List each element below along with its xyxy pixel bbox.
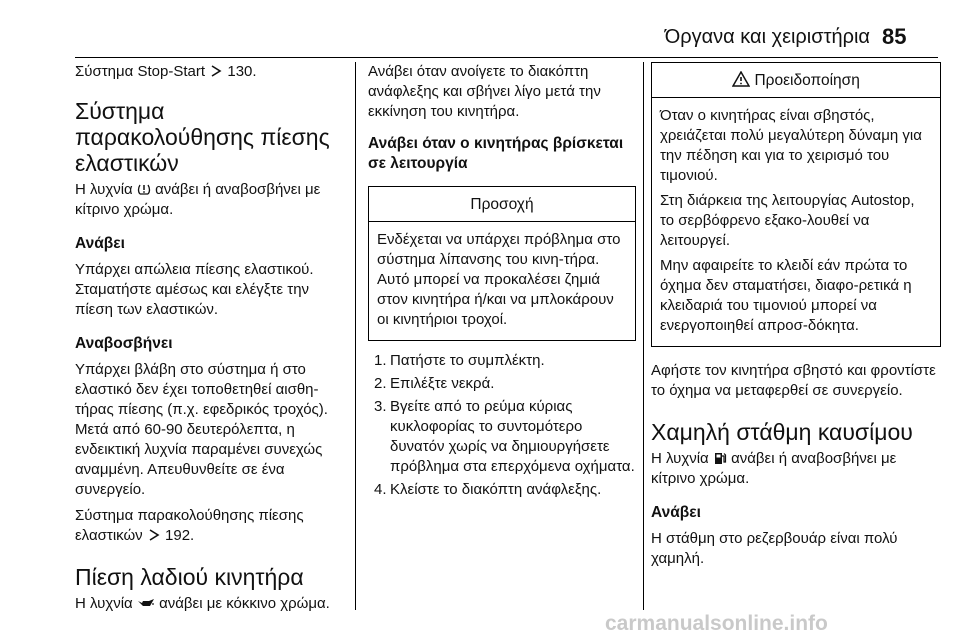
text-fragment: Η λυχνία xyxy=(75,181,133,198)
column-2 xyxy=(368,62,636,500)
column-divider-1 xyxy=(355,62,356,610)
reference-text: Σύστημα Stop-Start xyxy=(75,63,206,80)
column-divider-2 xyxy=(643,62,644,610)
page-header-title: Όργανα και χειριστήρια xyxy=(664,26,870,48)
tire-pressure-icon xyxy=(137,182,151,196)
flashes-text: Υπάρχει βλάβη στο σύστημα ή στο ελαστικό δεν έχει τοποθετηθεί αισθη-τήρας πίεσης (π.χ. εφεδρικός τροχός). Μετά από 60-90 δευτερόλεπτα, η ενδεικτική λυχνία παραμένει συνεχώς αναμμένη. Απευθυνθείτε σε ένα συνεργείο. xyxy=(75,361,328,498)
list-item xyxy=(368,351,636,371)
tpms-reference xyxy=(75,506,347,546)
subheading-fuel-lights: Ανάβει xyxy=(651,504,701,521)
step-number: 3. xyxy=(374,398,387,415)
fuel-lights-text: Η στάθμη στο ρεζερβουάρ είναι πολύ χαμηλή. xyxy=(651,530,898,567)
warning-paragraph: Όταν ο κινητήρας είναι σβηστός, χρειάζεται πολύ μεγαλύτερη δύναμη για την πέδηση και για το χειρισμό του τιμονιού. xyxy=(660,107,922,184)
lights-text: Υπάρχει απώλεια πίεσης ελαστικού. Σταματήστε αμέσως και ελέγξτε την πίεση των ελαστικών. xyxy=(75,261,314,318)
reference-page: 130. xyxy=(227,63,257,80)
warning-box xyxy=(651,62,941,347)
subheading-flashes: Αναβοσβήνει xyxy=(75,335,173,352)
oil-description xyxy=(75,594,347,614)
text-fragment: Η λυχνία xyxy=(651,450,709,467)
text-fragment: ανάβει ή αναβοσβήνει με κίτρινο χρώμα. xyxy=(651,450,897,487)
tpms-description xyxy=(75,180,347,220)
warning-title: Προειδοποίηση xyxy=(754,72,860,89)
subheading-running: Ανάβει όταν ο κινητήρας βρίσκεται σε λειτουργία xyxy=(368,135,624,172)
after-warning-text: Αφήστε τον κινητήρα σβηστό και φροντίστε το όχημα να μεταφερθεί σε συνεργείο. xyxy=(651,362,936,399)
warning-title-bar xyxy=(652,63,940,98)
warning-paragraph: Μην αφαιρείτε το κλειδί εάν πρώτα το όχημα δεν σταματήσει, διαφο-ρετικά η κλειδαριά του τιμονιού μπορεί να ενεργοποιηθεί απροσ-δόκητα. xyxy=(660,257,912,334)
subheading-lights: Ανάβει xyxy=(75,235,125,252)
warning-paragraph: Στη διάρκεια της λειτουργίας Autostop, το σερβόφρενο εξακο-λουθεί να λειτουργεί. xyxy=(660,192,915,249)
text-fragment: Η λυχνία xyxy=(75,595,133,612)
oil-can-icon xyxy=(137,596,155,610)
step-number: 1. xyxy=(374,352,387,369)
steps-list xyxy=(368,351,636,500)
header-rule xyxy=(75,57,938,58)
watermark: carmanualsonline.info xyxy=(605,612,828,635)
list-item xyxy=(368,480,636,500)
oil-intro-text: Ανάβει όταν ανοίγετε το διακόπτη ανάφλεξης και σβήνει λίγο μετά την εκκίνηση του κινητήρα. xyxy=(368,63,601,120)
step-text: Επιλέξτε νεκρά. xyxy=(390,375,495,392)
caution-text: Ενδέχεται να υπάρχει πρόβλημα στο σύστημα λίπανσης του κινη-τήρα. Αυτό μπορεί να προκαλέσει ζημιά στον κινητήρα ή/και να μπλοκάρουν οι κινητήριοι τροχοί. xyxy=(377,231,621,328)
step-number: 2. xyxy=(374,375,387,392)
text-fragment: ανάβει ή αναβοσβήνει με κίτρινο χρώμα. xyxy=(75,181,321,218)
caution-title: Προσοχή xyxy=(369,187,635,222)
column-3 xyxy=(651,62,941,569)
reference-page: 192. xyxy=(165,527,195,544)
step-text: Πατήστε το συμπλέκτη. xyxy=(390,352,545,369)
caution-box xyxy=(368,186,636,341)
arrow-ref-icon xyxy=(147,528,161,542)
list-item xyxy=(368,374,636,394)
fuel-description xyxy=(651,449,941,489)
step-text: Βγείτε από το ρεύμα κύριας κυκλοφορίας το συντομότερο δυνατόν χωρίς να δημιουργήσετε πρόβλημα στα επερχόμενα οχήματα. xyxy=(390,398,635,475)
list-item xyxy=(368,397,636,477)
reference-text: Σύστημα παρακολούθησης πίεσης ελαστικών xyxy=(75,507,304,544)
arrow-ref-icon xyxy=(209,64,223,78)
section-title-oil: Πίεση λαδιού κινητήρα xyxy=(75,564,304,590)
fuel-pump-icon xyxy=(713,451,727,465)
warning-body xyxy=(652,98,940,346)
text-fragment: ανάβει με κόκκινο χρώμα. xyxy=(159,595,330,612)
section-title-tpms: Σύστημα παρακολούθησης πίεσης ελαστικών xyxy=(75,98,330,176)
warning-triangle-icon xyxy=(732,71,750,87)
stop-start-reference xyxy=(75,62,347,82)
step-text: Κλείστε το διακόπτη ανάφλεξης. xyxy=(390,481,602,498)
page-number: 85 xyxy=(882,24,907,49)
column-1 xyxy=(75,62,347,614)
step-number: 4. xyxy=(374,481,387,498)
section-title-fuel: Χαμηλή στάθμη καυσίμου xyxy=(651,419,913,445)
